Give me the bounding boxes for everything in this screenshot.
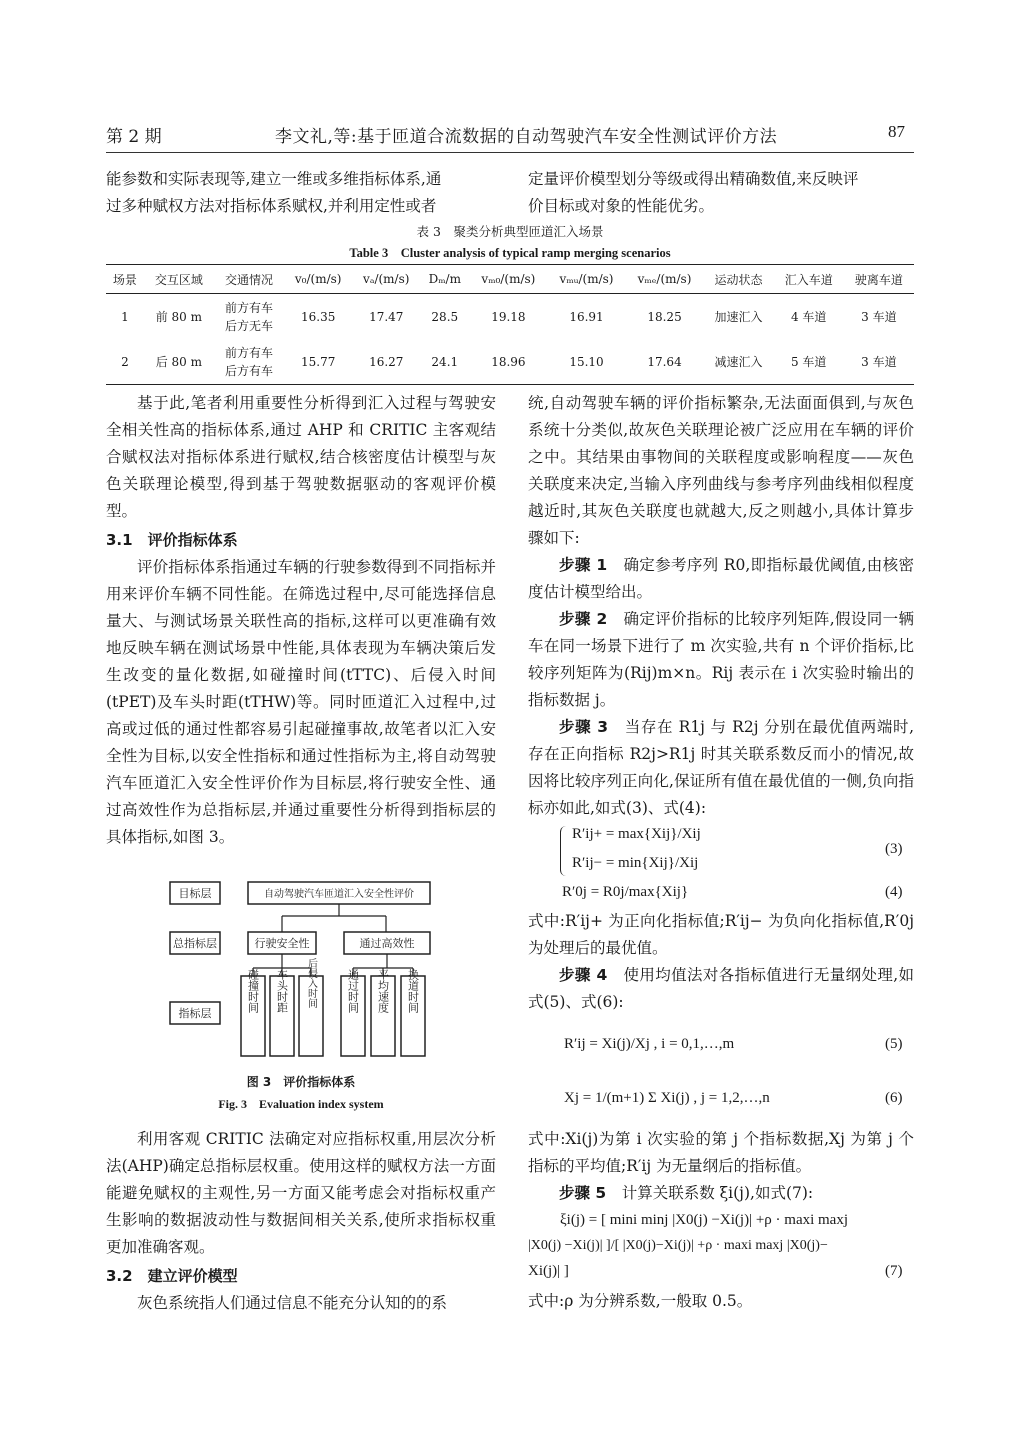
section-heading: 3.2 建立评价模型 — [106, 1267, 238, 1285]
paragraph: 式中:R′ij+ 为正向化指标值;R′ij− 为负向化指标值,R′0j 为处理后的最优值。 — [528, 912, 914, 957]
column-header: 运动状态 — [703, 265, 773, 294]
step-label: 步骤 4 — [559, 966, 608, 984]
cell-scene: 1 — [121, 309, 129, 324]
criteria-label-safety: 行驶安全性 — [254, 937, 310, 950]
indicator-label-ttc: 碰撞时间 — [246, 969, 260, 1013]
table-caption-cn: 表 3 聚类分析典型匝道汇入场景 — [416, 224, 604, 239]
step-label: 步骤 2 — [559, 610, 608, 628]
column-header: 交互区域 — [144, 265, 214, 294]
indicator-label-pass-time: 通过时间 — [346, 969, 360, 1013]
cell-va: 17.47 — [369, 309, 404, 324]
header-rule — [106, 152, 914, 153]
right-column-lower — [528, 1126, 914, 1207]
column-header: 驶离车道 — [844, 265, 914, 294]
layer-label-indicator: 指标层 — [178, 1007, 212, 1020]
equation-7-line2: |X0(j) −Xi(j)| ]/[ |X0(j)−Xi(j)| +ρ · maxi maxj |X0(j)− — [528, 1238, 828, 1253]
equation-brace — [560, 826, 567, 876]
text-line: 价目标或对象的性能优劣。 — [528, 197, 715, 215]
step-label: 步骤 1 — [559, 556, 608, 574]
column-header: vₘ₀/(m/s) — [469, 265, 547, 294]
equation-number: (5) — [885, 1036, 903, 1052]
paragraph: 利用客观 CRITIC 法确定对应指标权重,用层次分析法(AHP)确定总指标层权重。使用这样的赋权方法一方面能避免赋权的主观性,另一方面又能考虑会对指标权重产生影响的数据波动性与数据间相关关系,使所求指标权重更加准确客观。 — [106, 1130, 496, 1256]
cell-in-lane: 5 车道 — [790, 354, 827, 369]
top-left-text — [106, 166, 496, 220]
equation-number: (7) — [885, 1263, 903, 1279]
cell-v0: 15.77 — [300, 354, 336, 369]
equation-number: (3) — [885, 841, 903, 857]
traffic-front: 前方有车 — [224, 345, 273, 360]
indicator-label-lane-change: 换道时间 — [406, 969, 420, 1013]
right-column-end — [528, 1288, 914, 1315]
indicator-label-thw: 车头时距 — [275, 969, 289, 1013]
indicator-label-avg-speed: 平均速度 — [376, 969, 390, 1013]
equation-4: R′0j = R0j/max{Xij} — [562, 884, 689, 900]
equation-7-line1: ξi(j) = [ mini minj |X0(j) −Xi(j)| +ρ · maxi maxj — [560, 1212, 849, 1228]
cell-scene: 2 — [121, 354, 129, 369]
cell-va: 16.27 — [369, 354, 404, 369]
table-caption-en: Table 3 Cluster analysis of typical ramp merging scenarios — [349, 246, 671, 260]
step-4 — [528, 962, 914, 1016]
step-3 — [528, 714, 914, 822]
cell-motion: 减速汇入 — [714, 354, 763, 369]
step-label: 步骤 3 — [559, 718, 609, 736]
evaluation-index-diagram — [164, 878, 434, 1064]
table-row — [106, 294, 914, 340]
cell-dm: 28.5 — [431, 309, 459, 324]
cell-in-lane: 4 车道 — [790, 309, 827, 324]
column-header: Dₘ/m — [420, 265, 469, 294]
table-row — [106, 339, 914, 385]
page-number: 87 — [888, 122, 905, 141]
cell-vme: 18.25 — [647, 309, 682, 324]
step-text: 确定评价指标的比较序列矩阵,假设同一辆车在同一场景下进行了 m 次实验,共有 n 个评价指标,比较序列矩阵为(Rij)m×n。Rij 表示在 i 次实验时输出的指标数据 j。 — [528, 610, 914, 709]
cluster-table — [106, 264, 914, 385]
step-label: 步骤 5 — [559, 1184, 607, 1202]
equation-number: (4) — [885, 884, 903, 900]
column-header: 场景 — [106, 265, 144, 294]
figure-caption-cn: 图 3 评价指标体系 — [246, 1075, 356, 1089]
goal-label: 自动驾驶汽车匝道汇入安全性评价 — [264, 889, 414, 900]
step-text: 当存在 R1j 与 R2j 分别在最优值两端时,存在正向指标 R2j>R1j 时其关联系数反而小的情况,故因将比较序列正向化,保证所有值在最优值的一侧,负向指标亦如此,如式(3)、式(4): — [528, 718, 914, 817]
equation-5: R′ij = Xi(j)/Xj , i = 0,1,…,m — [564, 1036, 735, 1052]
figure-caption-en: Fig. 3 Evaluation index system — [218, 1097, 384, 1111]
traffic-rear: 后方无车 — [224, 318, 273, 333]
cell-vm0: 18.96 — [491, 354, 526, 369]
paragraph: 基于此,笔者利用重要性分析得到汇入过程与驾驶安全相关性高的指标体系,通过 AHP 和 CRITIC 主客观结合赋权法对指标体系进行赋权,结合核密度估计模型与灰色关联理论模型,得到基于驾驶数据驱动的客观评价模型。 — [106, 394, 496, 520]
criteria-label-efficiency: 通过高效性 — [359, 937, 415, 950]
top-right-text — [528, 166, 914, 220]
column-header: 汇入车道 — [774, 265, 844, 294]
step-text: 计算关联系数 ξi(j),如式(7): — [621, 1184, 814, 1202]
cell-out-lane: 3 车道 — [861, 309, 897, 324]
cell-traffic — [214, 339, 284, 385]
step-5 — [528, 1180, 914, 1207]
section-heading: 3.1 评价指标体系 — [106, 531, 238, 549]
right-column-mid — [528, 908, 914, 1016]
left-column-lower — [106, 1126, 496, 1317]
cell-vme: 17.64 — [647, 354, 682, 369]
equation-7-line3: Xi(j)| ] — [528, 1263, 569, 1279]
column-header: v₀/(m/s) — [284, 265, 352, 294]
column-header: vₘₑ/(m/s) — [626, 265, 704, 294]
equation-3a: R′ij+ = max{Xij}/Xij — [572, 826, 701, 842]
table-header-row — [106, 265, 914, 294]
traffic-rear: 后方有车 — [224, 363, 273, 378]
equation-3b: R′ij− = min{Xij}/Xij — [572, 855, 699, 871]
column-header: vₐ/(m/s) — [352, 265, 420, 294]
equation-number: (6) — [885, 1090, 903, 1106]
cell-v0: 16.35 — [300, 309, 336, 324]
running-title: 李文礼,等:基于匝道合流数据的自动驾驶汽车安全性测试评价方法 — [275, 127, 778, 147]
cell-traffic — [214, 294, 284, 340]
cell-zone: 后 80 m — [155, 354, 202, 369]
text-line: 能参数和实际表现等,建立一维或多维指标体系,通 — [106, 170, 442, 188]
traffic-front: 前方有车 — [224, 300, 273, 315]
paragraph: 评价指标体系指通过车辆的行驶参数得到不同指标并用来评价车辆不同性能。在筛选过程中,尽可能选择信息量大、与测试场景关联性高的指标,这样可以更准确有效地反映车辆在测试场景中性能,具体表现为车辆决策后发生改变的量化数据,如碰撞时间(tTTC)、后侵入时间(tPET)及车头时距(tTHW)等。同时匝道汇入过程中,过高或过低的通过性都容易引起碰撞事故,故笔者以汇入安全性为目标,以安全性指标和通过性指标为主,将自动驾驶汽车匝道汇入安全性评价作为目标层,将行驶安全性、通过高效性作为总指标层,并通过重要性分析得到指标层的具体指标,如图 3。 — [106, 558, 496, 846]
cell-vmu: 15.10 — [569, 354, 604, 369]
step-text: 确定参考序列 R0,即指标最优阈值,由核密度估计模型给出。 — [528, 556, 914, 601]
step-text: 使用均值法对各指标值进行无量纲处理,如式(5)、式(6): — [528, 966, 914, 1011]
left-column — [106, 390, 496, 851]
issue-number: 第 2 期 — [106, 127, 162, 147]
paragraph: 统,自动驾驶车辆的评价指标繁杂,无法面面俱到,与灰色系统十分类似,故灰色关联理论被广泛应用在车辆的评价之中。其结果由事物间的关联程度或影响程度——灰色关联度来决定,当输入序列曲线与参考序列曲线相似程度越近时,其灰色关联度也就越大,反之则越小,具体计算步骤如下: — [528, 394, 914, 547]
layer-label-criteria: 总指标层 — [173, 937, 217, 950]
step-1 — [528, 552, 914, 606]
column-header: 交通情况 — [214, 265, 284, 294]
paragraph: 式中:Xi(j)为第 i 次实验的第 j 个指标数据,Xj 为第 j 个指标的平均值;R′ij 为无量纲后的指标值。 — [528, 1130, 914, 1175]
cell-vm0: 19.18 — [491, 309, 526, 324]
cell-vmu: 16.91 — [569, 309, 604, 324]
cell-dm: 24.1 — [431, 354, 459, 369]
column-header: vₘᵤ/(m/s) — [547, 265, 625, 294]
cell-out-lane: 3 车道 — [861, 354, 897, 369]
paragraph: 式中:ρ 为分辨系数,一般取 0.5。 — [528, 1292, 753, 1310]
equation-6: Xj = 1/(m+1) Σ Xi(j) , j = 1,2,…,n — [564, 1090, 770, 1106]
layer-label-goal: 目标层 — [178, 887, 212, 900]
text-line: 定量评价模型划分等级或得出精确数值,来反映评 — [528, 170, 859, 188]
indicator-label-pet: 后侵入时间 — [305, 958, 317, 1008]
step-2 — [528, 606, 914, 714]
text-line: 过多种赋权方法对指标体系赋权,并利用定性或者 — [106, 197, 437, 215]
paragraph: 灰色系统指人们通过信息不能充分认知的的系 — [137, 1294, 448, 1312]
right-column — [528, 390, 914, 822]
cell-motion: 加速汇入 — [714, 309, 763, 324]
cell-zone: 前 80 m — [155, 309, 202, 324]
